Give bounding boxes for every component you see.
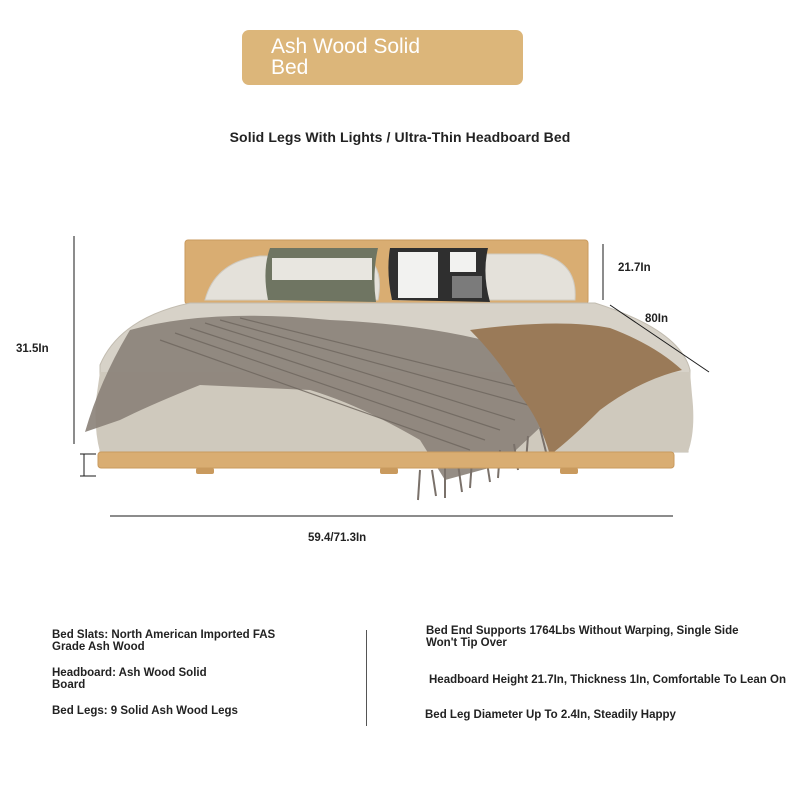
feature-bed-slats: Bed Slats: North American Imported FAS Grade Ash Wood — [52, 629, 276, 653]
feature-leg-diameter: Bed Leg Diameter Up To 2.4In, Steadily Happy — [425, 709, 676, 721]
feature-bed-end-support: Bed End Supports 1764Lbs Without Warping, Single Side Won't Tip Over — [426, 625, 739, 649]
bed-frame — [98, 452, 674, 468]
length-label: 80In — [645, 313, 669, 325]
pillow-stripe-white-2 — [450, 252, 476, 272]
total-height-label: 31.5In — [16, 343, 49, 355]
title-badge-text: Ash Wood Solid Bed — [271, 35, 421, 79]
bed-leg — [380, 468, 398, 474]
bed-leg — [560, 468, 578, 474]
product-subtitle: Solid Legs With Lights / Ultra-Thin Headboard Bed — [229, 129, 571, 145]
feature-headboard: Headboard: Ash Wood Solid Board — [52, 667, 207, 691]
pillow-stripe-light — [272, 258, 372, 280]
feature-divider — [366, 630, 367, 726]
feature-bed-legs: Bed Legs: 9 Solid Ash Wood Legs — [52, 705, 238, 717]
bed-leg — [196, 468, 214, 474]
pillow-stripe-gray — [452, 276, 482, 298]
width-label: 59.4/71.3In — [308, 532, 367, 544]
feature-headboard-height: Headboard Height 21.7In, Thickness 1In, Comfortable To Lean On — [429, 674, 786, 686]
pillow-stripe-white-1 — [398, 252, 438, 298]
headboard-height-label: 21.7In — [618, 262, 651, 274]
